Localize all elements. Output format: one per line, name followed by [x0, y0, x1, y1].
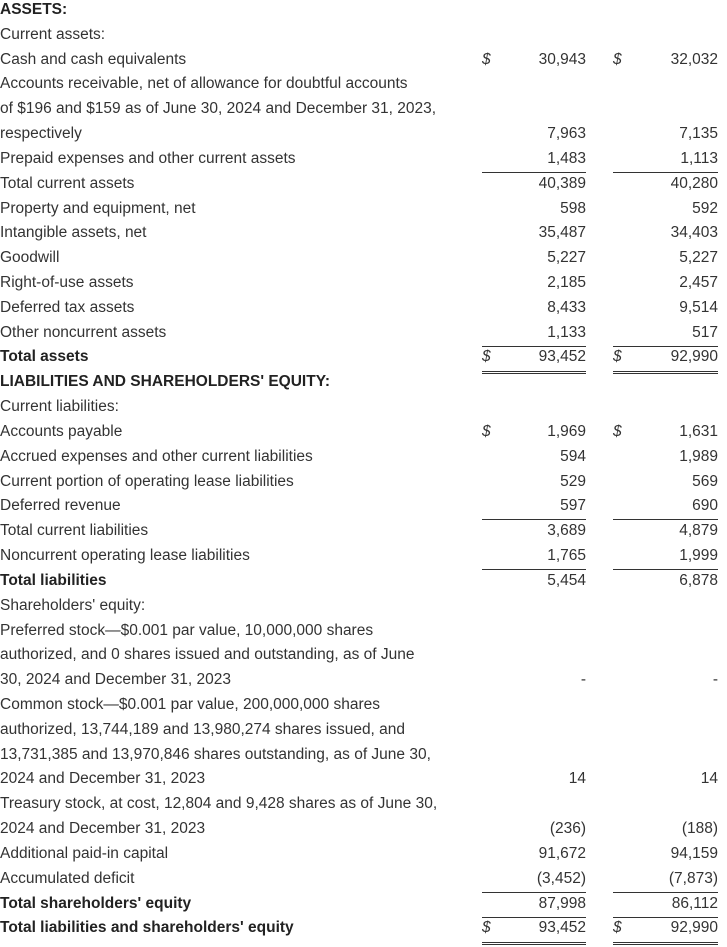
- table-row: [0, 296, 727, 321]
- row-label: Treasury stock, at cost, 12,804 and 9,428 shares as of June 30,: [0, 795, 438, 813]
- table-row: [0, 519, 727, 544]
- row-label: Accumulated deficit: [0, 869, 135, 887]
- row-label: Total liabilities: [0, 571, 107, 589]
- row-label: Deferred revenue: [0, 497, 121, 515]
- row-label: Total current assets: [0, 174, 135, 192]
- table-row: [0, 271, 727, 296]
- currency-symbol: $: [613, 348, 622, 366]
- table-row: [0, 97, 727, 122]
- value-2023: (188): [681, 820, 718, 838]
- row-label: Cash and cash equivalents: [0, 50, 187, 68]
- row-label: Current assets:: [0, 25, 106, 43]
- table-row: [0, 0, 727, 23]
- value-2023: -: [712, 671, 718, 689]
- row-label: Total assets: [0, 348, 89, 366]
- value-2024: (3,452): [536, 869, 586, 887]
- table-row: [0, 147, 727, 172]
- value-2024: 529: [560, 472, 586, 490]
- value-2024: (236): [549, 820, 586, 838]
- value-2023: 5,227: [679, 249, 718, 267]
- value-2024: 7,963: [547, 125, 586, 143]
- value-2023: 92,990: [670, 919, 718, 937]
- table-row: [0, 892, 727, 917]
- table-row: [0, 817, 727, 842]
- value-2024: 1,133: [547, 323, 586, 341]
- table-row: [0, 867, 727, 892]
- value-2024: 87,998: [538, 894, 586, 912]
- value-2023: 6,878: [679, 571, 718, 589]
- currency-symbol: $: [482, 919, 491, 937]
- table-row: [0, 23, 727, 48]
- table-row: [0, 122, 727, 147]
- currency-symbol: $: [613, 50, 622, 68]
- row-label: LIABILITIES AND SHAREHOLDERS' EQUITY:: [0, 373, 331, 391]
- row-label: 2024 and December 31, 2023: [0, 770, 206, 788]
- value-2023: 86,112: [671, 894, 718, 912]
- table-row: [0, 544, 727, 569]
- table-row: [0, 494, 727, 519]
- currency-symbol: $: [482, 422, 491, 440]
- value-2024: 597: [560, 497, 586, 515]
- table-row: [0, 246, 727, 271]
- table-row: [0, 916, 727, 941]
- row-label: Total current liabilities: [0, 522, 149, 540]
- row-label: authorized, and 0 shares issued and outstanding, as of June: [0, 646, 415, 664]
- row-label: Other noncurrent assets: [0, 323, 167, 341]
- row-label: Current liabilities:: [0, 398, 119, 416]
- value-2023: 9,514: [679, 298, 718, 316]
- value-2023: (7,873): [668, 869, 718, 887]
- value-2024: 93,452: [538, 348, 586, 366]
- row-label: Shareholders' equity:: [0, 596, 146, 614]
- value-2024: 91,672: [538, 844, 586, 862]
- value-2023: 1,631: [679, 422, 718, 440]
- value-2023: 690: [692, 497, 718, 515]
- value-2024: 14: [568, 770, 586, 788]
- table-row: [0, 470, 727, 495]
- currency-symbol: $: [482, 50, 491, 68]
- value-2024: 8,433: [547, 298, 586, 316]
- row-label: 2024 and December 31, 2023: [0, 820, 206, 838]
- value-2024: 5,227: [547, 249, 586, 267]
- table-row: [0, 370, 727, 395]
- table-row: [0, 792, 727, 817]
- value-2023: 34,403: [670, 224, 718, 242]
- value-2023: 40,280: [670, 174, 718, 192]
- table-row: [0, 345, 727, 370]
- table-row: [0, 668, 727, 693]
- row-label: Common stock—$0.001 par value, 200,000,000 shares: [0, 695, 380, 713]
- value-2024: 3,689: [547, 522, 586, 540]
- row-label: Total liabilities and shareholders' equity: [0, 919, 294, 937]
- row-label: Accounts receivable, net of allowance for doubtful accounts: [0, 75, 408, 93]
- table-row: [0, 321, 727, 346]
- table-row: [0, 718, 727, 743]
- value-2023: 4,879: [679, 522, 718, 540]
- row-label: Intangible assets, net: [0, 224, 147, 242]
- value-2023: 1,999: [679, 547, 718, 565]
- table-row: [0, 842, 727, 867]
- table-row: [0, 693, 727, 718]
- table-row: [0, 172, 727, 197]
- value-2024: 598: [560, 199, 586, 217]
- row-label: Additional paid-in capital: [0, 844, 169, 862]
- value-2024: 1,483: [547, 149, 586, 167]
- row-label: Prepaid expenses and other current assets: [0, 149, 296, 167]
- row-label: 30, 2024 and December 31, 2023: [0, 671, 231, 689]
- row-label: Accrued expenses and other current liabilities: [0, 447, 313, 465]
- value-2024: 594: [560, 447, 586, 465]
- table-row: [0, 420, 727, 445]
- table-row: [0, 594, 727, 619]
- row-label: Goodwill: [0, 249, 60, 267]
- row-label: Deferred tax assets: [0, 298, 135, 316]
- value-2024: 1,765: [547, 547, 586, 565]
- value-2024: 30,943: [538, 50, 586, 68]
- row-label: of $196 and $159 as of June 30, 2024 and December 31, 2023,: [0, 100, 437, 118]
- table-row: [0, 48, 727, 73]
- row-label: authorized, 13,744,189 and 13,980,274 shares issued, and: [0, 720, 406, 738]
- value-2023: 2,457: [679, 274, 718, 292]
- table-row: [0, 445, 727, 470]
- value-2023: 7,135: [679, 125, 718, 143]
- value-2024: 40,389: [538, 174, 586, 192]
- value-2023: 14: [700, 770, 718, 788]
- value-2024: 1,969: [547, 422, 586, 440]
- table-row: [0, 197, 727, 222]
- row-label: Total shareholders' equity: [0, 894, 192, 912]
- table-row: [0, 643, 727, 668]
- row-label: Preferred stock—$0.001 par value, 10,000,000 shares: [0, 621, 374, 639]
- value-2024: -: [580, 671, 586, 689]
- table-row: [0, 767, 727, 792]
- value-2023: 92,990: [670, 348, 718, 366]
- table-row: [0, 743, 727, 768]
- row-label: Current portion of operating lease liabilities: [0, 472, 294, 490]
- row-label: Accounts payable: [0, 422, 123, 440]
- value-2023: 1,989: [679, 447, 718, 465]
- table-row: [0, 221, 727, 246]
- row-label: 13,731,385 and 13,970,846 shares outstanding, as of June 30,: [0, 745, 431, 763]
- row-label: Property and equipment, net: [0, 199, 196, 217]
- table-row: [0, 619, 727, 644]
- value-2023: 32,032: [670, 50, 718, 68]
- value-2023: 94,159: [670, 844, 718, 862]
- row-label: Noncurrent operating lease liabilities: [0, 547, 250, 565]
- value-2023: 517: [692, 323, 718, 341]
- row-label: Right-of-use assets: [0, 274, 134, 292]
- row-label: ASSETS:: [0, 1, 68, 18]
- value-2023: 1,113: [680, 149, 718, 167]
- currency-symbol: $: [613, 422, 622, 440]
- table-row: [0, 569, 727, 594]
- currency-symbol: $: [482, 348, 491, 366]
- value-2023: 569: [692, 472, 718, 490]
- value-2024: 2,185: [547, 274, 586, 292]
- value-2023: 592: [692, 199, 718, 217]
- table-row: [0, 72, 727, 97]
- value-2024: 35,487: [538, 224, 586, 242]
- table-row: [0, 395, 727, 420]
- row-label: respectively: [0, 125, 82, 143]
- currency-symbol: $: [613, 919, 622, 937]
- value-2024: 5,454: [547, 571, 586, 589]
- value-2024: 93,452: [538, 919, 586, 937]
